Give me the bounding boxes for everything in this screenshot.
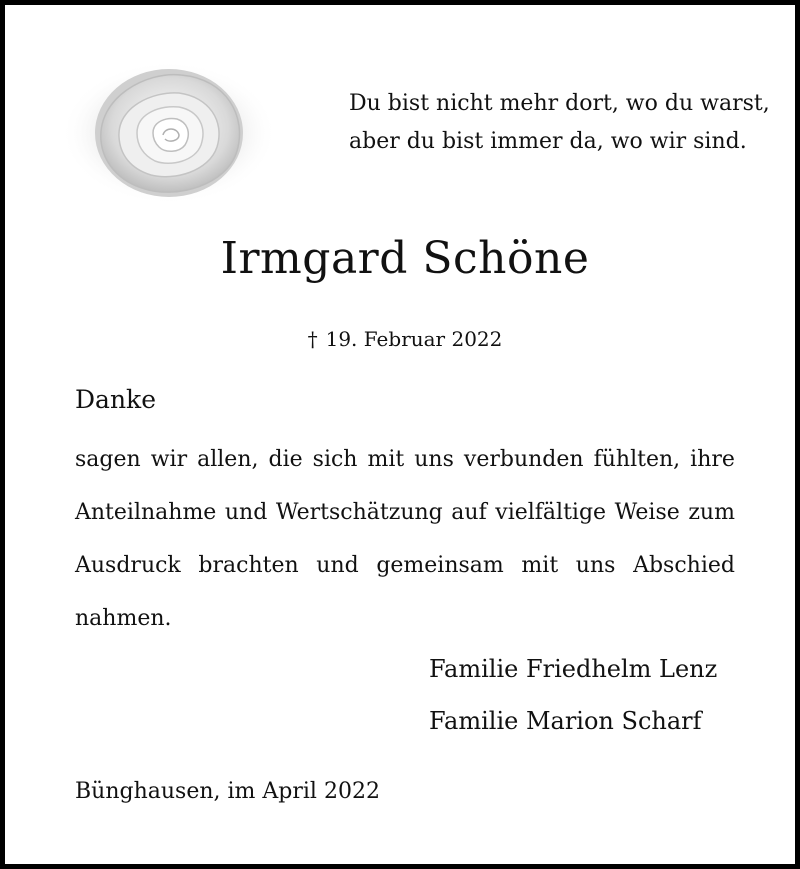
message-word: die [268,447,303,472]
white-rose-image [57,57,277,205]
message-word: Abschied [633,553,735,578]
signature-family-lenz: Familie Friedhelm Lenz [429,655,718,683]
message-line-2 [75,486,735,539]
message-word: und [224,500,268,525]
thanks-message [75,433,735,645]
message-word: Wertschätzung [275,500,443,525]
message-line-4 [75,592,735,645]
place-and-date: Bünghausen, im April 2022 [75,779,380,804]
message-word: uns [414,447,454,472]
cross-icon: † [307,327,318,351]
message-word: nahmen. [75,606,172,631]
message-line-3 [75,539,735,592]
message-word: zum [688,500,735,525]
message-word: auf [451,500,487,525]
message-word: verbunden [463,447,584,472]
deceased-name: Irmgard Schöne [220,233,590,284]
message-word: und [316,553,359,578]
message-word: brachten [198,553,299,578]
message-word: uns [575,553,616,578]
message-word: fühlten, [593,447,681,472]
thanks-heading: Danke [75,385,156,414]
death-date: 19. Februar 2022 [325,327,503,351]
message-line-1 [75,433,735,486]
message-word: sich [312,447,358,472]
message-word: sagen [75,447,141,472]
death-date-line [5,327,800,351]
message-word: Weise [614,500,680,525]
quote-line-2: aber du bist immer da, wo wir sind. [349,129,747,154]
message-word: wir [150,447,188,472]
message-word: Ausdruck [75,553,181,578]
message-word: gemeinsam [376,553,504,578]
memorial-quote [349,85,769,161]
message-word: allen, [197,447,259,472]
signature-family-scharf: Familie Marion Scharf [429,707,702,735]
message-word: mit [521,553,559,578]
message-word: Anteilnahme [75,500,217,525]
quote-line-1: Du bist nicht mehr dort, wo du warst, [349,91,770,116]
message-word: vielfältige [495,500,607,525]
message-word: mit [367,447,405,472]
message-word: ihre [690,447,735,472]
signatures [429,643,717,747]
